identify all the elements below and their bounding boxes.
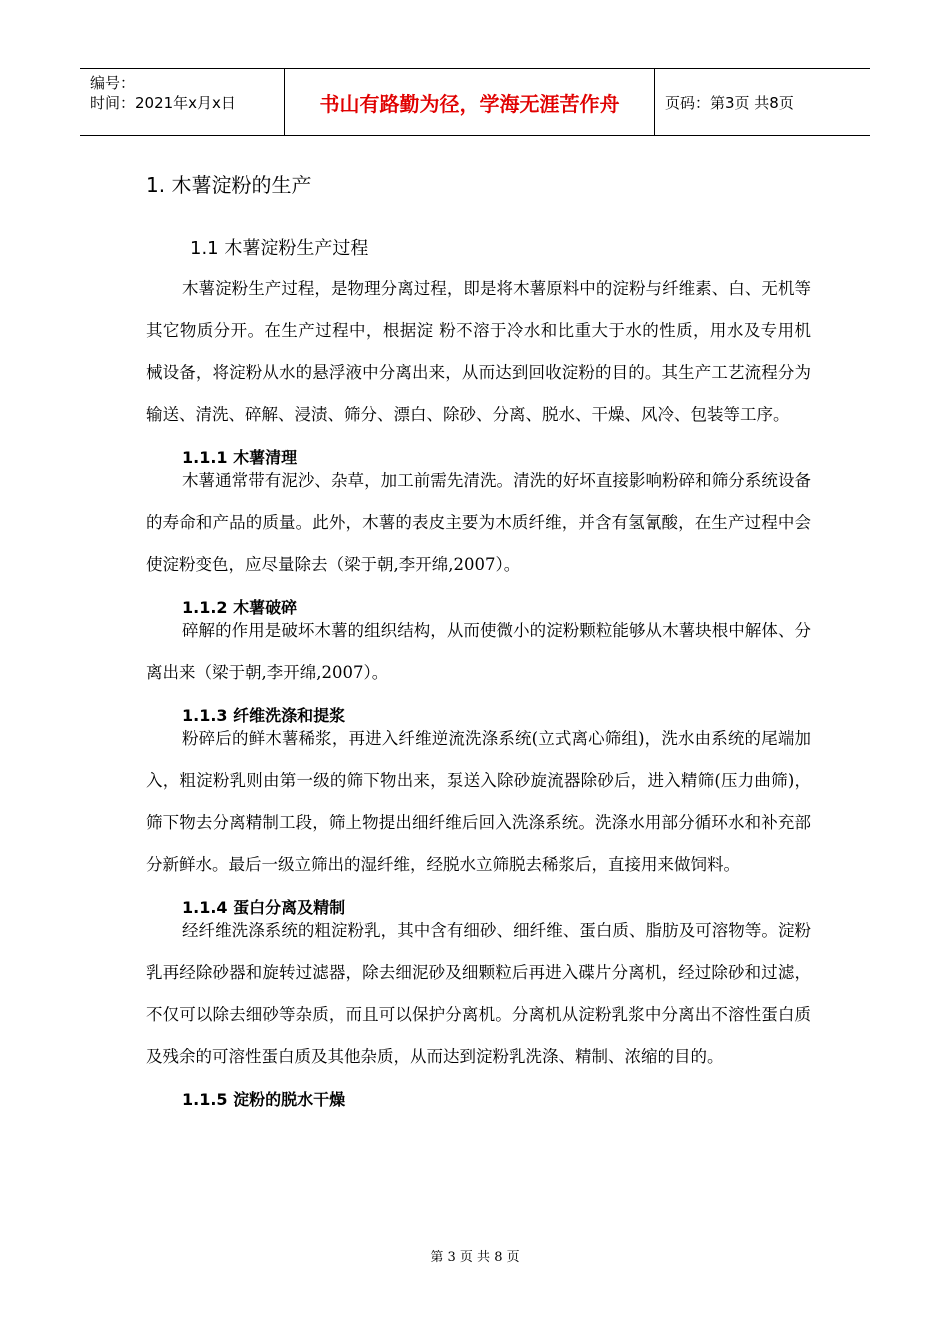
section-heading-1-1-4: 1.1.4 蛋白分离及精制 bbox=[182, 898, 346, 917]
section-heading-1-1: 1.1 木薯淀粉生产过程 bbox=[190, 238, 369, 259]
paragraph-1-1-4: 经纤维洗涤系统的粗淀粉乳，其中含有细砂、细纤维、蛋白质、脂肪及可溶物等。淀粉乳再经除砂器和旋转过滤器，除去细泥砂及细颗粒后再进入碟片分离机，经过除砂和过滤，不仅可以除去细砂等杂质，而且可以保护分离机。分离机从淀粉乳浆中分离出不溶性蛋白质及残余的可溶性蛋白质及其他杂质，从而达到淀粉乳洗涤、精制、浓缩的目的。 bbox=[146, 921, 811, 1066]
paragraph-1-1-1: 木薯通常带有泥沙、杂草，加工前需先清洗。清洗的好坏直接影响粉碎和筛分系统设备的寿命和产品的质量。此外，木薯的表皮主要为木质纤维，并含有氢氰酸，在生产过程中会使淀粉变色，应尽量除去（梁于朝,李开绵,2007）。 bbox=[146, 471, 811, 574]
page-header bbox=[80, 68, 870, 136]
paragraph-1-1-3: 粉碎后的鲜木薯稀浆，再进入纤维逆流洗涤系统(立式离心筛组)，洗水由系统的尾端加入，粗淀粉乳则由第一级的筛下物出来，泵送入除砂旋流器除砂后，进入精筛(压力曲筛)，筛下物去分离精制工段，筛上物提出细纤维后回入洗涤系统。洗涤水用部分循环水和补充部分新鲜水。最后一级立筛出的湿纤维，经脱水立筛脱去稀浆后，直接用来做饲料。 bbox=[146, 729, 811, 874]
number-label: 编号： bbox=[90, 74, 136, 92]
section-heading-1-1-1: 1.1.1 木薯清理 bbox=[182, 448, 298, 467]
section-heading-1-1-2: 1.1.2 木薯破碎 bbox=[182, 598, 298, 617]
time-label: 时间：2021年x月x日 bbox=[90, 94, 236, 112]
document-title: 1. 木薯淀粉的生产 bbox=[146, 173, 312, 197]
paragraph-1-1: 木薯淀粉生产过程，是物理分离过程，即是将木薯原料中的淀粉与纤维素、白、无机等其它物质分开。在生产过程中，根据淀 粉不溶于冷水和比重大于水的性质，用水及专用机械设备，将淀粉从水的悬浮液中分离出来，从而达到回收淀粉的目的。其生产工艺流程分为输送、清洗、碎解、浸渍、筛分、漂白、除砂、分离、脱水、干燥、风冷、包装等工序。 bbox=[146, 279, 811, 424]
header-motto: 书山有路勤为径，学海无涯苦作舟 bbox=[285, 69, 655, 135]
header-page-info: 页码：第3页 共8页 bbox=[665, 93, 794, 112]
document-body bbox=[146, 170, 811, 1110]
page-footer: 第 3 页 共 8 页 bbox=[430, 1250, 520, 1265]
section-heading-1-1-3: 1.1.3 纤维洗涤和提浆 bbox=[182, 706, 346, 725]
header-meta bbox=[80, 69, 285, 135]
paragraph-1-1-2: 碎解的作用是破坏木薯的组织结构，从而使微小的淀粉颗粒能够从木薯块根中解体、分离出来（梁于朝,李开绵,2007）。 bbox=[146, 621, 811, 682]
section-heading-1-1-5: 1.1.5 淀粉的脱水干燥 bbox=[182, 1090, 346, 1109]
